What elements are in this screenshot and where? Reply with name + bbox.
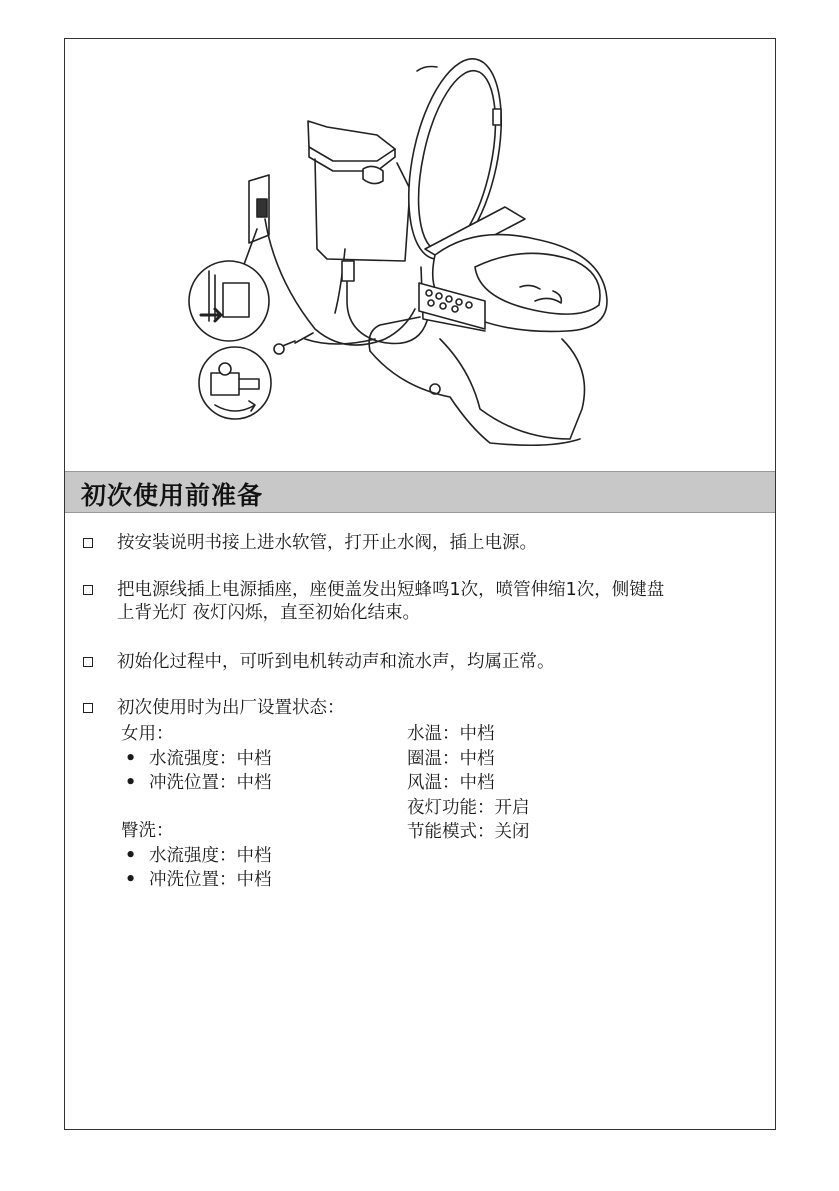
item-text: 初次使用时为出厂设置状态： xyxy=(117,698,345,718)
checkbox-icon xyxy=(83,703,93,713)
setting-text: 水流强度：中档 xyxy=(149,845,272,866)
rear-setting-1 xyxy=(125,844,272,869)
female-setting-1 xyxy=(125,747,272,772)
water-hose xyxy=(265,219,427,354)
rear-setting-2 xyxy=(125,868,272,893)
valve-inset xyxy=(199,347,271,419)
section-title: 初次使用前准备 xyxy=(81,481,264,510)
checkbox-icon xyxy=(83,538,93,548)
bullet-icon: • xyxy=(125,748,137,769)
page-frame xyxy=(64,38,776,1130)
installation-illustration xyxy=(65,39,775,471)
toilet-bowl xyxy=(369,207,607,445)
general-settings xyxy=(407,722,530,845)
setting-text: 水流强度：中档 xyxy=(149,748,272,769)
item-text: 按安装说明书接上进水软管，打开止水阀，插上电源。 xyxy=(117,533,537,553)
setting-text: 冲洗位置：中档 xyxy=(149,773,272,793)
female-label: 女用： xyxy=(121,724,174,744)
female-setting-2 xyxy=(125,771,272,796)
female-settings xyxy=(121,722,272,796)
bullet-icon: • xyxy=(125,773,137,793)
setting-seat-temp: 圈温：中档 xyxy=(407,748,495,769)
setting-night-light: 夜灯功能：开启 xyxy=(407,797,530,818)
section-heading-bar xyxy=(65,471,775,513)
bullet-icon: • xyxy=(125,845,137,866)
rear-settings xyxy=(121,819,272,893)
rear-label: 臀洗： xyxy=(121,821,174,841)
plug-inset xyxy=(189,261,269,341)
checkbox-icon xyxy=(83,585,93,595)
setting-text: 冲洗位置：中档 xyxy=(149,870,272,890)
checkbox-icon xyxy=(83,657,93,667)
item-text-line-2: 上背光灯 夜灯闪烁，直至初始化结束。 xyxy=(117,603,421,623)
setting-energy-saving: 节能模式：关闭 xyxy=(407,822,530,842)
item-text-line-1: 把电源线插上电源插座，座便盖发出短蜂鸣1次，喷管伸缩1次，侧键盘 xyxy=(117,580,665,600)
setting-air-temp: 风温：中档 xyxy=(407,773,495,793)
toilet-tank xyxy=(308,121,410,261)
item-text: 初始化过程中，可听到电机转动声和流水声，均属正常。 xyxy=(117,652,555,672)
bullet-icon: • xyxy=(125,870,137,890)
setting-water-temp: 水温：中档 xyxy=(407,724,495,744)
